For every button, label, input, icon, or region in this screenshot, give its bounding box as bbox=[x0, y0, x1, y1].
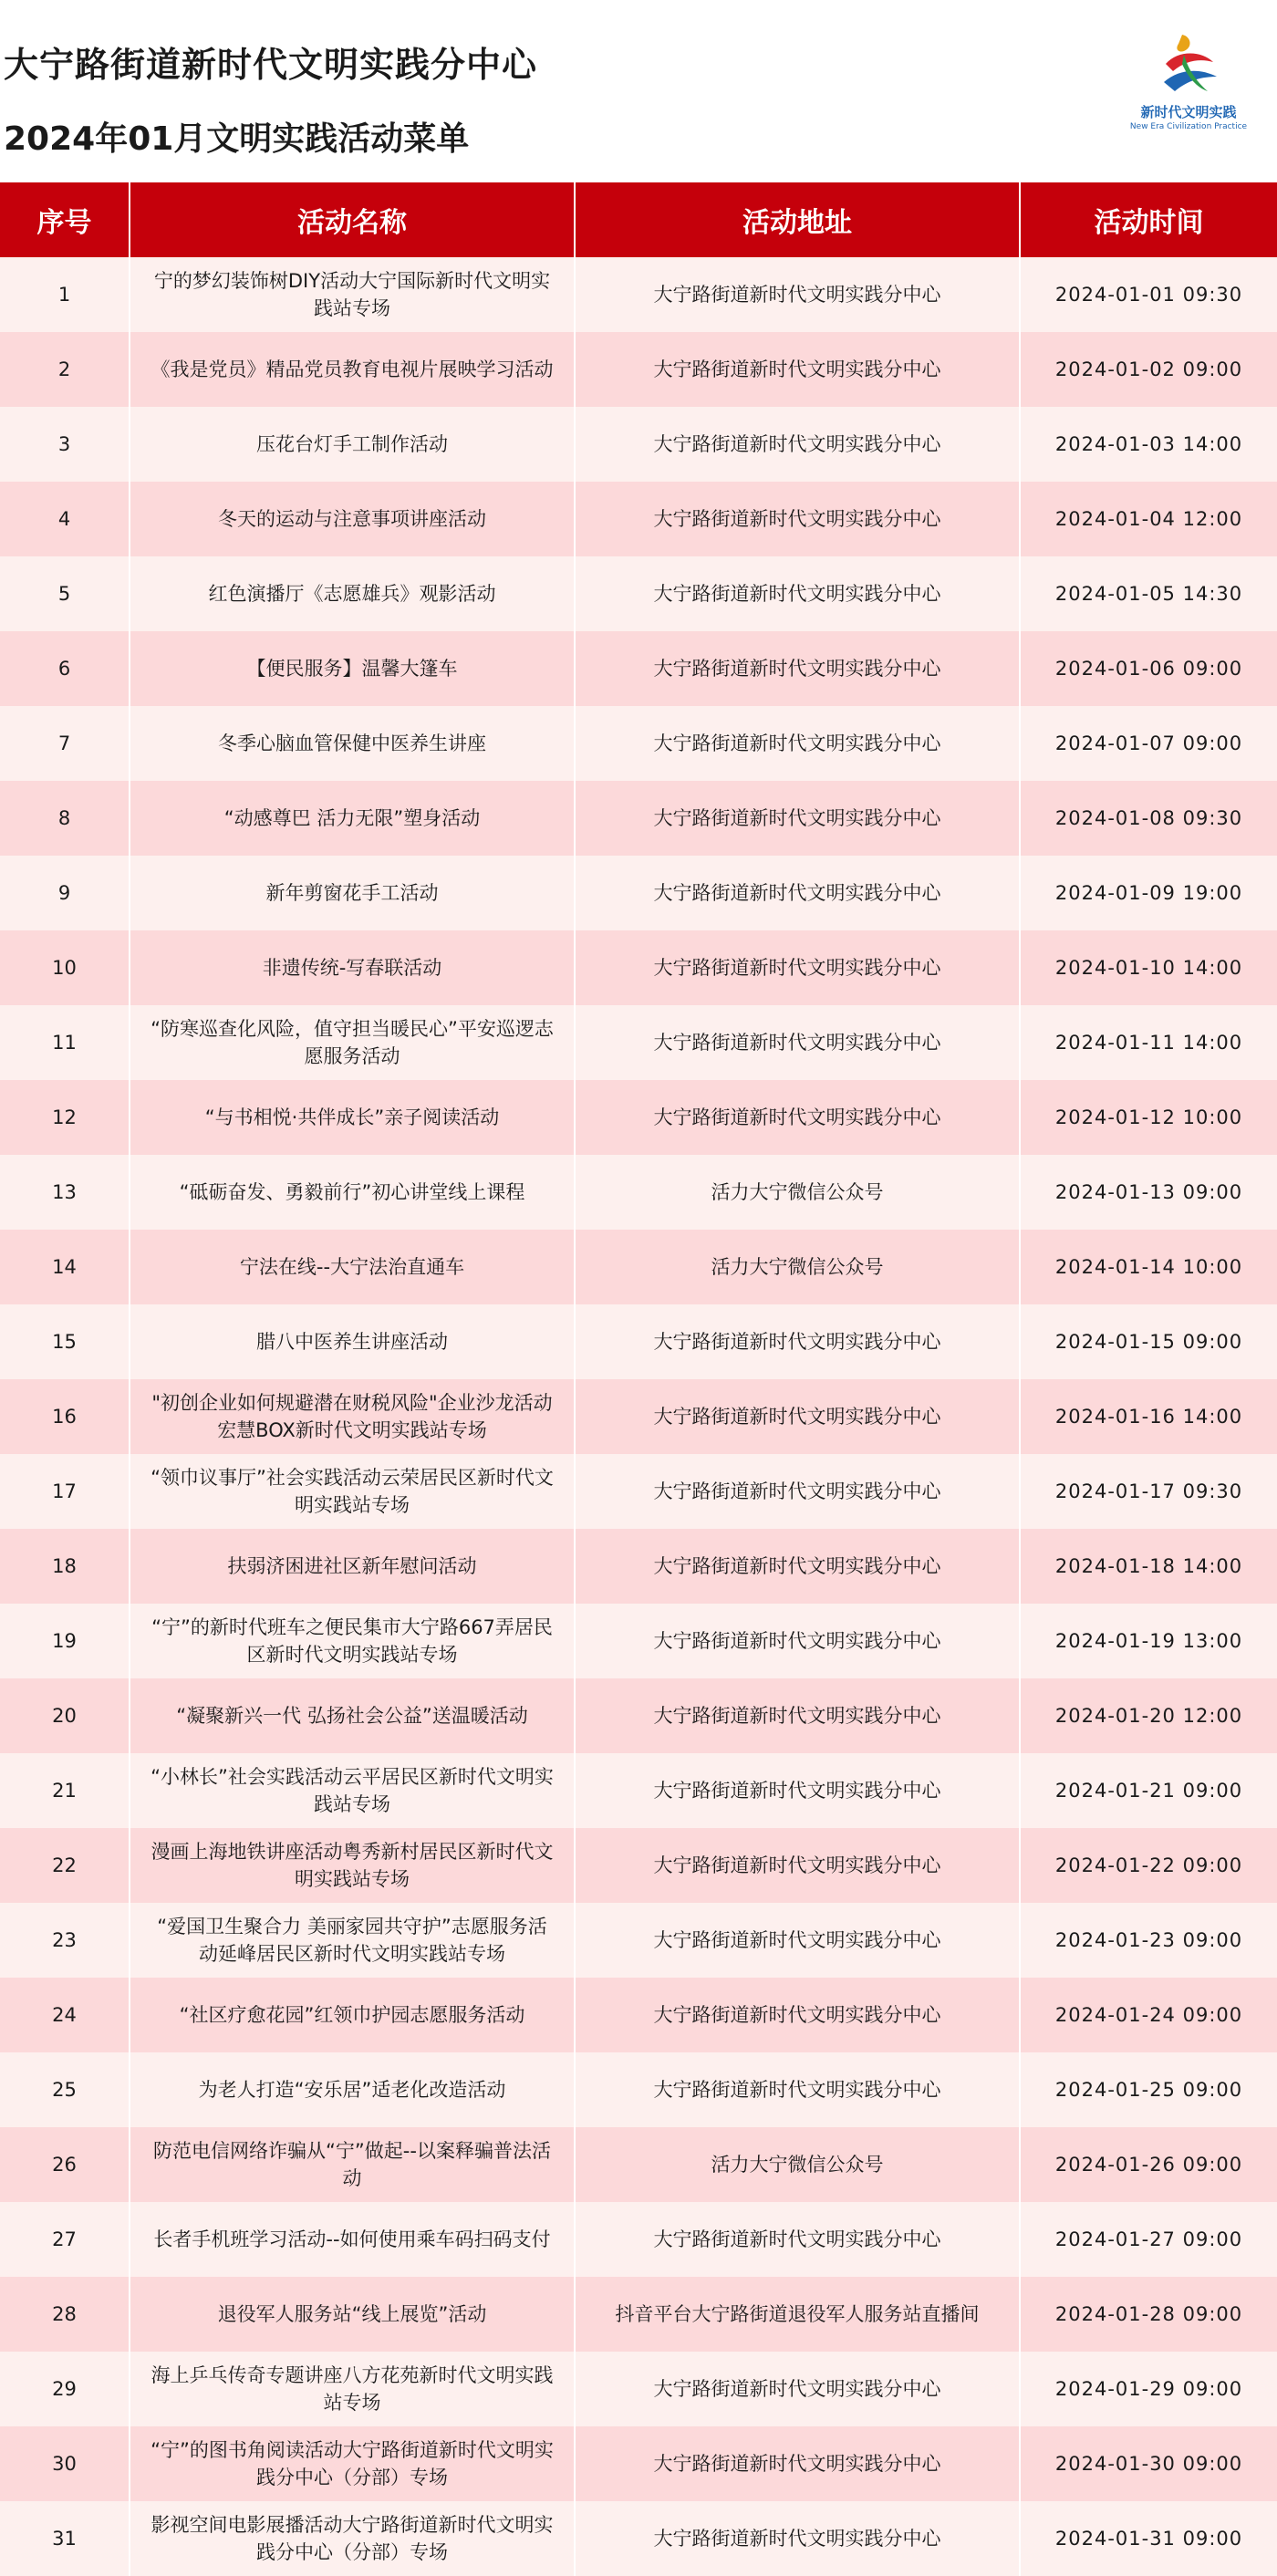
table-row bbox=[0, 1828, 1277, 1903]
cell-activity-address: 大宁路街道新时代文明实践分中心 bbox=[575, 2052, 1020, 2127]
cell-activity-time: 2024-01-05 14:30 bbox=[1020, 556, 1277, 631]
cell-activity-address: 活力大宁微信公众号 bbox=[575, 1230, 1020, 1304]
cell-activity-address: 大宁路街道新时代文明实践分中心 bbox=[575, 1753, 1020, 1828]
cell-activity-time: 2024-01-07 09:00 bbox=[1020, 706, 1277, 781]
cell-activity-time: 2024-01-31 09:00 bbox=[1020, 2501, 1277, 2576]
cell-activity-time: 2024-01-13 09:00 bbox=[1020, 1155, 1277, 1230]
cell-no: 15 bbox=[0, 1304, 130, 1379]
cell-no: 31 bbox=[0, 2501, 130, 2576]
cell-activity-time: 2024-01-16 14:00 bbox=[1020, 1379, 1277, 1454]
cell-activity-address: 活力大宁微信公众号 bbox=[575, 1155, 1020, 1230]
table-row bbox=[0, 407, 1277, 482]
table-row bbox=[0, 1604, 1277, 1678]
cell-activity-address: 大宁路街道新时代文明实践分中心 bbox=[575, 257, 1020, 332]
cell-no: 4 bbox=[0, 482, 130, 556]
cell-no: 23 bbox=[0, 1903, 130, 1978]
table-row bbox=[0, 1304, 1277, 1379]
table-row bbox=[0, 1005, 1277, 1080]
cell-activity-name: 非遗传统-写春联活动 bbox=[130, 930, 575, 1005]
table-row bbox=[0, 1529, 1277, 1604]
cell-activity-time: 2024-01-24 09:00 bbox=[1020, 1978, 1277, 2052]
table-header-row bbox=[0, 182, 1277, 257]
table-row bbox=[0, 631, 1277, 706]
cell-no: 17 bbox=[0, 1454, 130, 1529]
cell-activity-name: 为老人打造“安乐居”适老化改造活动 bbox=[130, 2052, 575, 2127]
table-row bbox=[0, 1080, 1277, 1155]
cell-no: 5 bbox=[0, 556, 130, 631]
cell-activity-name: "初创企业如何规避潜在财税风险"企业沙龙活动宏慧BOX新时代文明实践站专场 bbox=[130, 1379, 575, 1454]
cell-no: 7 bbox=[0, 706, 130, 781]
cell-no: 9 bbox=[0, 856, 130, 930]
cell-activity-address: 大宁路街道新时代文明实践分中心 bbox=[575, 482, 1020, 556]
cell-no: 10 bbox=[0, 930, 130, 1005]
cell-activity-name: “砥砺奋发、勇毅前行”初心讲堂线上课程 bbox=[130, 1155, 575, 1230]
cell-activity-time: 2024-01-11 14:00 bbox=[1020, 1005, 1277, 1080]
cell-activity-address: 大宁路街道新时代文明实践分中心 bbox=[575, 556, 1020, 631]
cell-activity-name: 海上乒乓传奇专题讲座八方花苑新时代文明实践站专场 bbox=[130, 2352, 575, 2426]
table-row bbox=[0, 482, 1277, 556]
cell-activity-name: 红色演播厅《志愿雄兵》观影活动 bbox=[130, 556, 575, 631]
column-header-no: 序号 bbox=[0, 182, 130, 257]
cell-activity-time: 2024-01-03 14:00 bbox=[1020, 407, 1277, 482]
cell-activity-name: 冬天的运动与注意事项讲座活动 bbox=[130, 482, 575, 556]
cell-activity-name: 扶弱济困进社区新年慰问活动 bbox=[130, 1529, 575, 1604]
cell-activity-address: 大宁路街道新时代文明实践分中心 bbox=[575, 781, 1020, 856]
logo bbox=[1120, 27, 1257, 146]
cell-activity-time: 2024-01-17 09:30 bbox=[1020, 1454, 1277, 1529]
cell-activity-time: 2024-01-19 13:00 bbox=[1020, 1604, 1277, 1678]
cell-activity-time: 2024-01-26 09:00 bbox=[1020, 2127, 1277, 2202]
cell-activity-address: 大宁路街道新时代文明实践分中心 bbox=[575, 2501, 1020, 2576]
logo-emblem-icon bbox=[1147, 27, 1230, 100]
cell-no: 3 bbox=[0, 407, 130, 482]
cell-no: 22 bbox=[0, 1828, 130, 1903]
cell-activity-name: 《我是党员》精品党员教育电视片展映学习活动 bbox=[130, 332, 575, 407]
cell-no: 14 bbox=[0, 1230, 130, 1304]
cell-activity-time: 2024-01-21 09:00 bbox=[1020, 1753, 1277, 1828]
cell-activity-time: 2024-01-22 09:00 bbox=[1020, 1828, 1277, 1903]
cell-no: 8 bbox=[0, 781, 130, 856]
cell-no: 21 bbox=[0, 1753, 130, 1828]
cell-activity-address: 活力大宁微信公众号 bbox=[575, 2127, 1020, 2202]
cell-activity-address: 大宁路街道新时代文明实践分中心 bbox=[575, 631, 1020, 706]
cell-activity-time: 2024-01-06 09:00 bbox=[1020, 631, 1277, 706]
cell-activity-name: “动感尊巴 活力无限”塑身活动 bbox=[130, 781, 575, 856]
table-row bbox=[0, 2501, 1277, 2576]
cell-no: 24 bbox=[0, 1978, 130, 2052]
cell-activity-address: 大宁路街道新时代文明实践分中心 bbox=[575, 332, 1020, 407]
logo-text-cn: 新时代文明实践 bbox=[1140, 104, 1237, 120]
cell-no: 1 bbox=[0, 257, 130, 332]
table-row bbox=[0, 1454, 1277, 1529]
cell-no: 2 bbox=[0, 332, 130, 407]
cell-activity-time: 2024-01-23 09:00 bbox=[1020, 1903, 1277, 1978]
cell-activity-address: 大宁路街道新时代文明实践分中心 bbox=[575, 407, 1020, 482]
cell-activity-address: 大宁路街道新时代文明实践分中心 bbox=[575, 1828, 1020, 1903]
cell-activity-name: “宁”的新时代班车之便民集市大宁路667弄居民区新时代文明实践站专场 bbox=[130, 1604, 575, 1678]
cell-activity-time: 2024-01-25 09:00 bbox=[1020, 2052, 1277, 2127]
cell-no: 25 bbox=[0, 2052, 130, 2127]
cell-activity-name: “与书相悦·共伴成长”亲子阅读活动 bbox=[130, 1080, 575, 1155]
cell-no: 12 bbox=[0, 1080, 130, 1155]
cell-no: 18 bbox=[0, 1529, 130, 1604]
cell-activity-name: 新年剪窗花手工活动 bbox=[130, 856, 575, 930]
column-header-time: 活动时间 bbox=[1020, 182, 1277, 257]
cell-activity-address: 大宁路街道新时代文明实践分中心 bbox=[575, 1080, 1020, 1155]
cell-no: 29 bbox=[0, 2352, 130, 2426]
cell-activity-time: 2024-01-10 14:00 bbox=[1020, 930, 1277, 1005]
table-row bbox=[0, 2202, 1277, 2277]
cell-activity-name: “宁”的图书角阅读活动大宁路街道新时代文明实践分中心（分部）专场 bbox=[130, 2426, 575, 2501]
table-row bbox=[0, 1903, 1277, 1978]
cell-activity-address: 大宁路街道新时代文明实践分中心 bbox=[575, 706, 1020, 781]
cell-activity-time: 2024-01-12 10:00 bbox=[1020, 1080, 1277, 1155]
table-row bbox=[0, 1978, 1277, 2052]
cell-activity-name: “领巾议事厅”社会实践活动云荣居民区新时代文明实践站专场 bbox=[130, 1454, 575, 1529]
cell-no: 13 bbox=[0, 1155, 130, 1230]
table-row bbox=[0, 1678, 1277, 1753]
cell-activity-address: 大宁路街道新时代文明实践分中心 bbox=[575, 2352, 1020, 2426]
table-row bbox=[0, 930, 1277, 1005]
cell-activity-name: 宁的梦幻装饰树DIY活动大宁国际新时代文明实践站专场 bbox=[130, 257, 575, 332]
table-row bbox=[0, 1379, 1277, 1454]
page-header bbox=[0, 0, 1277, 182]
table-row bbox=[0, 1230, 1277, 1304]
table-row bbox=[0, 2127, 1277, 2202]
cell-activity-address: 大宁路街道新时代文明实践分中心 bbox=[575, 1678, 1020, 1753]
cell-activity-address: 大宁路街道新时代文明实践分中心 bbox=[575, 856, 1020, 930]
cell-no: 19 bbox=[0, 1604, 130, 1678]
cell-activity-address: 大宁路街道新时代文明实践分中心 bbox=[575, 1978, 1020, 2052]
table-row bbox=[0, 2426, 1277, 2501]
cell-activity-name: “爱国卫生聚合力 美丽家园共守护”志愿服务活动延峰居民区新时代文明实践站专场 bbox=[130, 1903, 575, 1978]
cell-activity-time: 2024-01-30 09:00 bbox=[1020, 2426, 1277, 2501]
cell-activity-name: “防寒巡查化风险，值守担当暖民心”平安巡逻志愿服务活动 bbox=[130, 1005, 575, 1080]
cell-activity-time: 2024-01-28 09:00 bbox=[1020, 2277, 1277, 2352]
table-row bbox=[0, 1155, 1277, 1230]
cell-activity-address: 大宁路街道新时代文明实践分中心 bbox=[575, 2202, 1020, 2277]
cell-activity-name: 防范电信网络诈骗从“宁”做起--以案释骗普法活动 bbox=[130, 2127, 575, 2202]
cell-activity-name: 影视空间电影展播活动大宁路街道新时代文明实践分中心（分部）专场 bbox=[130, 2501, 575, 2576]
cell-activity-time: 2024-01-09 19:00 bbox=[1020, 856, 1277, 930]
table-row bbox=[0, 781, 1277, 856]
table-row bbox=[0, 856, 1277, 930]
table-row bbox=[0, 556, 1277, 631]
cell-activity-name: 退役军人服务站“线上展览”活动 bbox=[130, 2277, 575, 2352]
logo-text-en: New Era Civilization Practice bbox=[1129, 122, 1248, 131]
cell-activity-address: 大宁路街道新时代文明实践分中心 bbox=[575, 1379, 1020, 1454]
page-title: 大宁路街道新时代文明实践分中心 bbox=[4, 45, 538, 85]
cell-no: 27 bbox=[0, 2202, 130, 2277]
cell-activity-time: 2024-01-04 12:00 bbox=[1020, 482, 1277, 556]
cell-activity-time: 2024-01-29 09:00 bbox=[1020, 2352, 1277, 2426]
table-row bbox=[0, 2277, 1277, 2352]
cell-activity-time: 2024-01-02 09:00 bbox=[1020, 332, 1277, 407]
cell-no: 11 bbox=[0, 1005, 130, 1080]
table-row bbox=[0, 2352, 1277, 2426]
cell-activity-address: 抖音平台大宁路街道退役军人服务站直播间 bbox=[575, 2277, 1020, 2352]
cell-activity-address: 大宁路街道新时代文明实践分中心 bbox=[575, 1903, 1020, 1978]
table-row bbox=[0, 2052, 1277, 2127]
page-subtitle: 2024年01月文明实践活动菜单 bbox=[4, 120, 470, 158]
cell-activity-name: 【便民服务】温馨大篷车 bbox=[130, 631, 575, 706]
cell-activity-address: 大宁路街道新时代文明实践分中心 bbox=[575, 1454, 1020, 1529]
table-row bbox=[0, 1753, 1277, 1828]
cell-no: 26 bbox=[0, 2127, 130, 2202]
cell-no: 28 bbox=[0, 2277, 130, 2352]
cell-activity-name: “小林长”社会实践活动云平居民区新时代文明实践站专场 bbox=[130, 1753, 575, 1828]
activity-table bbox=[0, 182, 1277, 2576]
cell-activity-time: 2024-01-20 12:00 bbox=[1020, 1678, 1277, 1753]
cell-activity-name: 腊八中医养生讲座活动 bbox=[130, 1304, 575, 1379]
table-row bbox=[0, 706, 1277, 781]
column-header-name: 活动名称 bbox=[130, 182, 575, 257]
column-header-address: 活动地址 bbox=[575, 182, 1020, 257]
table-row bbox=[0, 332, 1277, 407]
cell-activity-time: 2024-01-08 09:30 bbox=[1020, 781, 1277, 856]
cell-activity-name: “凝聚新兴一代 弘扬社会公益”送温暖活动 bbox=[130, 1678, 575, 1753]
cell-activity-name: 漫画上海地铁讲座活动粤秀新村居民区新时代文明实践站专场 bbox=[130, 1828, 575, 1903]
cell-no: 20 bbox=[0, 1678, 130, 1753]
cell-no: 30 bbox=[0, 2426, 130, 2501]
cell-activity-time: 2024-01-01 09:30 bbox=[1020, 257, 1277, 332]
cell-activity-name: 长者手机班学习活动--如何使用乘车码扫码支付 bbox=[130, 2202, 575, 2277]
cell-activity-time: 2024-01-18 14:00 bbox=[1020, 1529, 1277, 1604]
cell-activity-name: “社区疗愈花园”红领巾护园志愿服务活动 bbox=[130, 1978, 575, 2052]
cell-activity-address: 大宁路街道新时代文明实践分中心 bbox=[575, 1604, 1020, 1678]
cell-no: 16 bbox=[0, 1379, 130, 1454]
cell-activity-name: 宁法在线--大宁法治直通车 bbox=[130, 1230, 575, 1304]
cell-activity-time: 2024-01-15 09:00 bbox=[1020, 1304, 1277, 1379]
cell-activity-name: 冬季心脑血管保健中医养生讲座 bbox=[130, 706, 575, 781]
cell-activity-time: 2024-01-14 10:00 bbox=[1020, 1230, 1277, 1304]
cell-activity-address: 大宁路街道新时代文明实践分中心 bbox=[575, 930, 1020, 1005]
cell-activity-name: 压花台灯手工制作活动 bbox=[130, 407, 575, 482]
cell-activity-address: 大宁路街道新时代文明实践分中心 bbox=[575, 1529, 1020, 1604]
table-row bbox=[0, 257, 1277, 332]
cell-no: 6 bbox=[0, 631, 130, 706]
cell-activity-address: 大宁路街道新时代文明实践分中心 bbox=[575, 1005, 1020, 1080]
cell-activity-address: 大宁路街道新时代文明实践分中心 bbox=[575, 1304, 1020, 1379]
cell-activity-address: 大宁路街道新时代文明实践分中心 bbox=[575, 2426, 1020, 2501]
cell-activity-time: 2024-01-27 09:00 bbox=[1020, 2202, 1277, 2277]
